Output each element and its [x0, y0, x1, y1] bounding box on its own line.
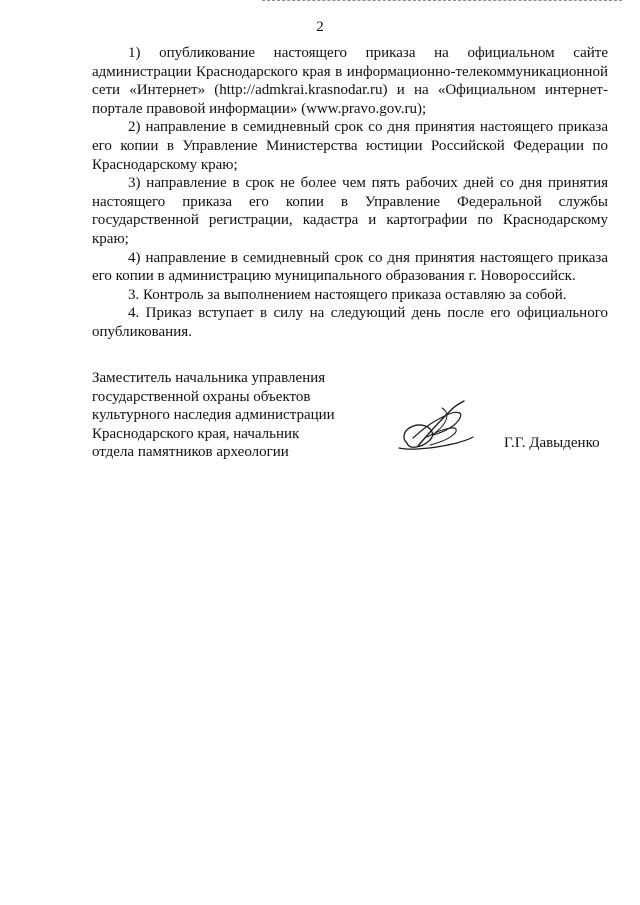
paragraph-federal-service: 3) направление в срок не более чем пять рабочих дней со дня принятия настоящего приказа его копии в Управление Федеральной службы государственной регистрации, кадастра и картографии по Краснодарскому краю; — [92, 175, 608, 247]
signatory-name: Г.Г. Давыденко — [504, 435, 600, 451]
signatory-title-line: государственной охраны объектов — [92, 388, 311, 405]
signatory-title-line: Краснодарского края, начальник — [92, 425, 300, 442]
signatory-title-line: отдела памятников археологии — [92, 444, 289, 461]
top-scan-rule — [262, 0, 622, 1]
signatory-title-line: культурного наследия администрации — [92, 407, 335, 424]
paragraph-ministry-justice: 2) направление в семидневный срок со дня принятия настоящего приказа его копии в Управление Министерства юстиции Российской Федерации по Краснодарскому краю; — [92, 119, 608, 173]
paragraph-publication: 1) опубликование настоящего приказа на официальном сайте администрации Краснодарского края в информационно-телекоммуникационной сети «Интернет» (http://admkrai.krasnodar.ru) и на «Официальном интернет-портале правовой информации» (www.pravo.gov.ru); — [92, 45, 608, 117]
handwritten-signature-icon — [394, 398, 478, 456]
document-body — [92, 44, 608, 342]
paragraph-effective-date: 4. Приказ вступает в силу на следующий день после его официального опубликования. — [92, 305, 608, 340]
paragraph-municipal-administration: 4) направление в семидневный срок со дня принятия настоящего приказа его копии в администрацию муниципального образования г. Новороссийск. — [92, 249, 608, 285]
signatory-title-block — [92, 369, 392, 462]
paragraph-control: 3. Контроль за выполнением настоящего приказа оставляю за собой. — [128, 286, 567, 303]
signatory-title-line: Заместитель начальника управления — [92, 370, 326, 386]
page-number: 2 — [316, 19, 324, 35]
